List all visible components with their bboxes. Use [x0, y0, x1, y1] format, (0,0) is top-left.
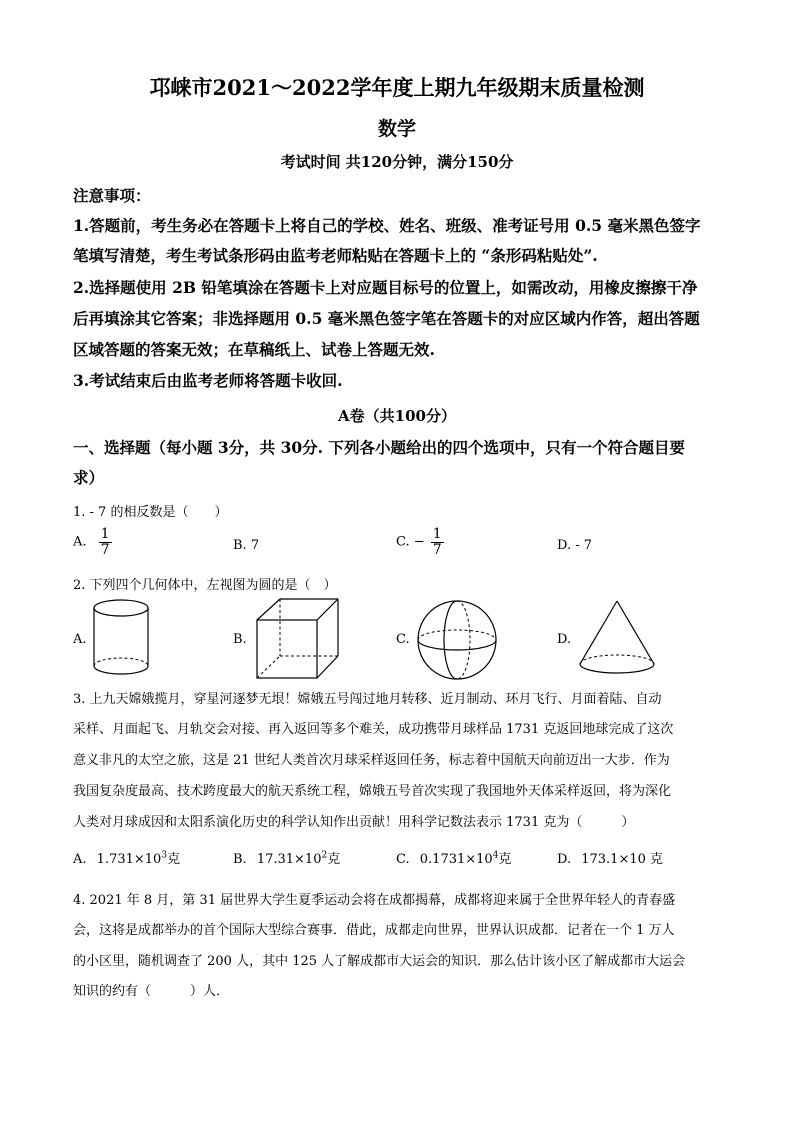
cylinder-figure [88, 596, 154, 680]
notes-heading: 注意事项： [73, 186, 151, 205]
q3-option-c-value: 0.1731×10 [419, 852, 493, 867]
q3-option-a-exponent: 3 [161, 850, 168, 861]
q3-option-c [396, 848, 511, 867]
exam-time-note: 考试时间 共120分钟，满分150分 [280, 153, 514, 171]
cube-figure [252, 596, 342, 682]
notes-line-1: 1.答题前，考生务必在答题卡上将自己的学校、姓名、班级、准考证号用 0.5 毫米黑色签字 [73, 216, 701, 235]
volume-a-heading: A卷（共100分） [338, 407, 456, 425]
q2-option-c-label: C. [396, 632, 410, 647]
q1-option-b: B. 7 [233, 538, 260, 553]
q2-option-a-label: A. [73, 632, 87, 647]
q3-option-c-unit: 克 [498, 852, 512, 867]
q1-option-c-label: C. − [396, 534, 425, 550]
q3-option-b-unit: 克 [327, 852, 341, 867]
part1-heading-line2: 求） [73, 468, 105, 487]
q3-line-4: 我国复杂度最高、技术跨度最大的航天系统工程，嫦娥五号首次实现了我国地外天体采样返回，将为深化 [73, 784, 672, 799]
q1-option-a [73, 527, 112, 557]
notes-line-6: 3.考试结束后由监考老师将答题卡收回. [73, 371, 343, 390]
q3-line-3: 意义非凡的太空之旅，这是 21 世纪人类首次月球采样返回任务，标志着中国航天向前迈出一大步．作为 [73, 753, 670, 768]
q1-option-c [396, 527, 444, 557]
q3-option-b-value: 17.31×10 [256, 852, 322, 867]
q3-option-d [557, 848, 663, 867]
q1-option-a-fraction [99, 527, 112, 557]
fraction-numerator: 1 [432, 526, 442, 542]
q1-stem: 1. - 7 的相反数是（ ） [73, 505, 228, 520]
notes-line-3: 2.选择题使用 2B 铅笔填涂在答题卡上对应题目标号的位置上，如需改动，用橡皮擦擦干净 [73, 278, 698, 297]
q3-option-d-value: 173.1×10 克 [581, 852, 664, 867]
q3-option-a [73, 848, 180, 867]
fraction-numerator: 1 [100, 526, 110, 542]
fraction-denominator: 7 [100, 541, 110, 558]
q3-option-a-unit: 克 [167, 852, 181, 867]
q4-line-3: 的小区里，随机调查了 200 人，其中 125 人了解成都市大运会的知识．那么估计该小区了解成都市大运会 [73, 954, 686, 969]
q3-option-b-exponent: 2 [321, 850, 328, 861]
q3-option-a-value: 1.731×10 [96, 852, 162, 867]
subject-title: 数学 [377, 118, 416, 140]
q4-line-1: 4. 2021 年 8 月，第 31 届世界大学生夏季运动会将在成都揭幕，成都将迎来属于全世界年轻人的青春盛 [73, 893, 676, 908]
q3-line-1: 3. 上九天嫦娥揽月，穿星河逐梦无垠！嫦娥五号闯过地月转移、近月制动、环月飞行、月面着陆、自动 [73, 692, 662, 707]
q1-option-a-label: A. [73, 534, 87, 550]
q4-line-2: 会，这将是成都举办的首个国际大型综合赛事．借此，成都走向世界，世界认识成都．记者在一个 1 万人 [73, 923, 675, 938]
q1-option-d: D. - 7 [557, 538, 593, 553]
page-title: 邛崃市2021～2022学年度上期九年级期末质量检测 [149, 75, 645, 100]
q3-option-b-label: B. [233, 852, 247, 867]
q1-option-c-fraction [431, 527, 444, 557]
part1-heading-line1: 一、选择题（每小题 3分，共 30分. 下列各小题给出的四个选项中，只有一个符合题目要 [73, 438, 685, 457]
notes-line-2: 笔填写清楚，考生考试条形码由监考老师粘贴在答题卡上的 “条形码粘贴处”. [73, 246, 598, 265]
q3-line-5: 人类对月球成因和太阳系演化历史的科学认知作出贡献！用科学记数法表示 1731 克为（ ） [73, 815, 635, 830]
q3-option-b [233, 848, 340, 867]
q3-line-2: 采样、月面起飞、月轨交会对接、再入返回等多个难关，成功携带月球样品 1731 克返回地球完成了这次 [73, 722, 674, 737]
notes-line-5: 区域答题的答案无效；在草稿纸上、试卷上答题无效. [73, 340, 435, 359]
q3-option-a-label: A. [73, 852, 87, 867]
notes-line-4: 后再填涂其它答案；非选择题用 0.5 毫米黑色签字笔在答题卡的对应区域内作答，超出答题 [73, 309, 700, 328]
q2-option-b-label: B. [233, 632, 247, 647]
fraction-denominator: 7 [432, 541, 442, 558]
q2-option-d-label: D. [557, 632, 572, 647]
q3-option-d-label: D. [557, 852, 572, 867]
sphere-figure [414, 598, 500, 682]
q2-stem: 2. 下列四个几何体中，左视图为圆的是（ ） [73, 578, 337, 593]
cone-figure [574, 598, 660, 682]
q3-option-c-label: C. [396, 852, 410, 867]
q4-line-4: 知识的约有（ ）人． [73, 984, 230, 999]
q3-option-c-exponent: 4 [492, 850, 499, 861]
